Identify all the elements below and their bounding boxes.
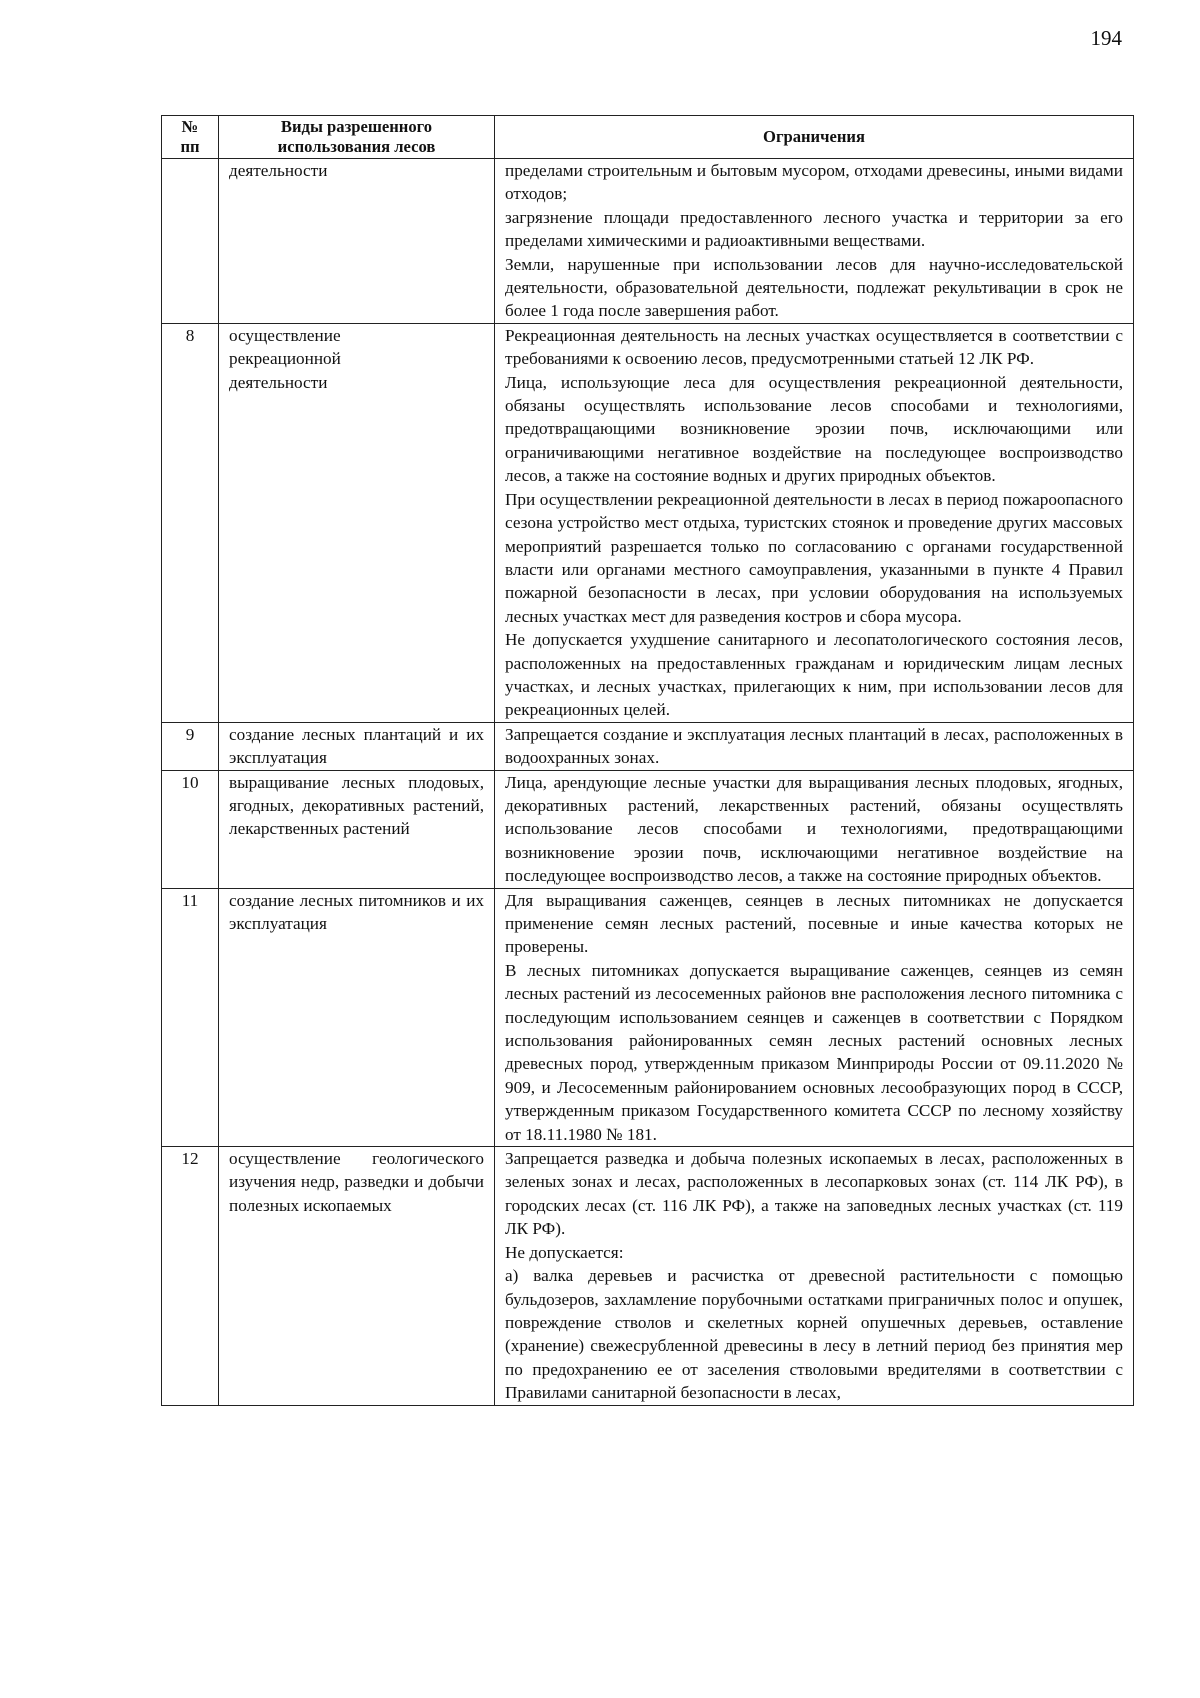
type-text: создание лесных плантаций и их эксплуатация bbox=[229, 724, 484, 768]
restriction-paragraph: загрязнение площади предоставленного лесного участка и территории за его пределами химическими и радиоактивными веществами. bbox=[505, 207, 1123, 251]
table-row bbox=[162, 323, 1134, 722]
row-num: 9 bbox=[162, 722, 219, 770]
restriction-paragraph: пределами строительным и бытовым мусором, отходами древесины, иными видами отходов; bbox=[505, 161, 1123, 204]
table-row bbox=[162, 159, 1134, 324]
row-restrictions bbox=[495, 722, 1134, 770]
restriction-paragraph: В лесных питомниках допускается выращивание саженцев, сеянцев из семян лесных растений из лесосеменных районов вне расположения лесного питомника с последующим использованием сеянцев и саженцев в соответствии с Порядком использования районированных семян лесных растений основных лесных древесных пород, утвержденным приказом Минприроды России от 09.11.2020 № 909, и Лесосеменным районированием основных лесообразующих пород в СССР, утвержденным приказом Государственного комитета СССР по лесному хозяйству от 18.11.1980 № 181. bbox=[505, 960, 1123, 1144]
header-restrictions: Ограничения bbox=[495, 116, 1134, 159]
row-type bbox=[219, 159, 495, 324]
row-restrictions bbox=[495, 159, 1134, 324]
table-row bbox=[162, 1147, 1134, 1405]
row-type bbox=[219, 1147, 495, 1405]
restrictions-table bbox=[161, 115, 1134, 1406]
row-type bbox=[219, 888, 495, 1146]
type-text: выращивание лесных плодовых, ягодных, декоративных растений, лекарственных растений bbox=[229, 772, 484, 839]
type-text: осуществление рекреационной деятельности bbox=[229, 325, 341, 392]
restriction-paragraph: Рекреационная деятельность на лесных участках осуществляется в соответствии с требованиями к освоению лесов, предусмотренными статьей 12 ЛК РФ. bbox=[505, 325, 1123, 369]
restriction-paragraph: Земли, нарушенные при использовании лесов для научно-исследовательской деятельности, образовательной деятельности, подлежат рекультивации в срок не более 1 года после завершения работ. bbox=[505, 254, 1123, 321]
row-type bbox=[219, 770, 495, 888]
restriction-paragraph: Не допускается: bbox=[505, 1242, 624, 1262]
header-num: № пп bbox=[162, 116, 219, 159]
row-num: 12 bbox=[162, 1147, 219, 1405]
table-row bbox=[162, 770, 1134, 888]
type-text: осуществление геологического изучения недр, разведки и добычи полезных ископаемых bbox=[229, 1149, 484, 1215]
row-num: 8 bbox=[162, 323, 219, 722]
restriction-paragraph: При осуществлении рекреационной деятельности в лесах в период пожароопасного сезона устройство мест отдыха, туристских стоянок и проведение других массовых мероприятий разрешается только по согласованию с органами государственной власти или органами местного самоуправления, указанными в пункте 4 Правил пожарной безопасности в лесах, при условии оборудования на используемых лесных участках мест для разведения костров и сбора мусора. bbox=[505, 489, 1123, 626]
restriction-paragraph: а) валка деревьев и расчистка от древесной растительности с помощью бульдозеров, захламление порубочными остатками приграничных полос и опушек, повреждение стволов и скелетных корней опушечных деревьев, оставление (хранение) свежесрубленной древесины в лесу в летний период без принятия мер по предохранению ее от заселения стволовыми вредителями в соответствии с Правилами санитарной безопасности в лесах, bbox=[505, 1266, 1123, 1403]
row-num: 11 bbox=[162, 888, 219, 1146]
table-header-row bbox=[162, 116, 1134, 159]
type-text: создание лесных питомников и их эксплуатация bbox=[229, 890, 484, 933]
restriction-paragraph: Запрещается разведка и добыча полезных ископаемых в лесах, расположенных в зеленых зонах и лесах, расположенных в лесопарковых зонах (ст. 114 ЛК РФ), в городских лесах (ст. 116 ЛК РФ), а также на заповедных лесных участках (ст. 119 ЛК РФ). bbox=[505, 1149, 1123, 1239]
row-restrictions bbox=[495, 770, 1134, 888]
type-text: деятельности bbox=[229, 161, 328, 180]
header-type: Виды разрешенного использования лесов bbox=[219, 116, 495, 159]
row-num: 10 bbox=[162, 770, 219, 888]
restriction-paragraph: Для выращивания саженцев, сеянцев в лесных питомниках не допускается применение семян лесных растений, посевные и иные качества которых не проверены. bbox=[505, 890, 1123, 957]
restriction-paragraph: Не допускается ухудшение санитарного и лесопатологического состояния лесов, расположенных на предоставленных гражданам и юридическим лицам лесных участках, и лесных участках, прилегающих к ним, при использовании лесов для рекреационных целей. bbox=[505, 630, 1123, 720]
row-num bbox=[162, 159, 219, 324]
row-restrictions bbox=[495, 323, 1134, 722]
restriction-paragraph: Лица, арендующие лесные участки для выращивания лесных плодовых, ягодных, декоративных растений, лекарственных растений, обязаны осуществлять использование лесов способами и технологиями, предотвращающими возникновение эрозии почв, исключающими негативное воздействие на последующее воспроизводство лесов, а также на состояние природных объектов. bbox=[505, 772, 1123, 886]
row-restrictions bbox=[495, 888, 1134, 1146]
restriction-paragraph: Запрещается создание и эксплуатация лесных плантаций в лесах, расположенных в водоохранных зонах. bbox=[505, 724, 1123, 768]
row-restrictions bbox=[495, 1147, 1134, 1405]
page-number: 194 bbox=[1090, 26, 1122, 50]
table-row bbox=[162, 722, 1134, 770]
table-row bbox=[162, 888, 1134, 1146]
row-type bbox=[219, 722, 495, 770]
restriction-paragraph: Лица, использующие леса для осуществления рекреационной деятельности, обязаны осуществлять использование лесов способами и технологиями, предотвращающими возникновение эрозии почв, исключающими или ограничивающими негативное воздействие на последующее воспроизводство лесов, а также на состояние водных и других природных объектов. bbox=[505, 372, 1123, 486]
row-type bbox=[219, 323, 495, 722]
